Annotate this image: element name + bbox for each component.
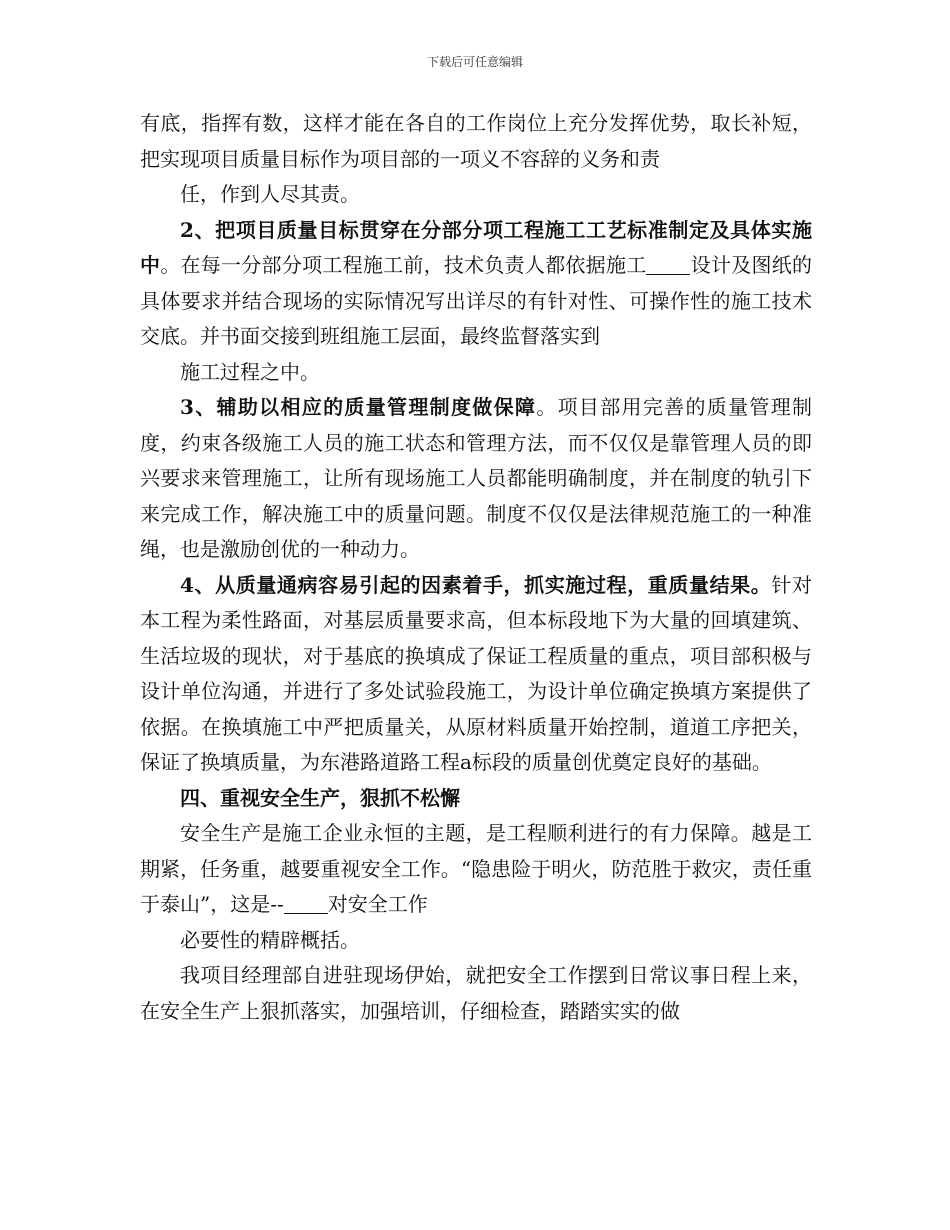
section-heading-4 (140, 781, 812, 817)
blank-underline (284, 893, 328, 914)
paragraph-4-heading: 4、从质量通病容易引起的因素着手，抓实施过程，重质量结果。 (180, 572, 772, 597)
paragraph-1-continuation: 任，作到人尽其责。 (180, 182, 360, 206)
paragraph-6: 我项目经理部自进驻现场伊始，就把安全工作摆到日常议事日程上来，在安全生产上狠抓落实，加强培训，仔细检查，踏踏实实的做 (140, 963, 812, 1023)
paragraph-3 (140, 390, 812, 568)
paragraph-5 (140, 816, 812, 923)
paragraph-4 (140, 568, 812, 781)
paragraph-3-text: 。项目部用完善的质量管理制度，约束各级施工人员的施工状态和管理方法，而不仅仅是靠管理人员的即兴要求来管理施工，让所有现场施工人员都能明确制度，并在制度的轨引下来完成工作，解决施工中的质量问题。制度不仅仅是法律规范施工的一种准绳，也是激励创优的一种动力。 (140, 395, 813, 561)
paragraph-4-text: 针对本工程为柔性路面，对基层质量要求高，但本标段地下为大量的回填建筑、生活垃圾的现状，对于基底的换填成了保证工程质量的重点，项目部积极与设计单位沟通，并进行了多处试验段施工，为设计单位确定换填方案提供了依据。在换填施工中严把质量关，从原材料质量开始控制，道道工序把关，保证了换填质量，为东港路道路工程a标段的质量创优奠定良好的基础。 (140, 572, 813, 774)
paragraph-5-continuation: 必要性的精辟概括。 (180, 927, 360, 952)
paragraph-2-continuation: 施工过程之中。 (180, 359, 320, 384)
paragraph-2 (140, 213, 812, 355)
document-body (140, 106, 812, 1029)
paragraph-2-text-b: 设计及图纸的具体要求并结合现场的实际情况写出详尽的有针对性、可操作性的施工技术交底。并书面交接到班组施工层面，最终监督落实到 (140, 253, 813, 348)
paragraph-3-heading: 3、辅助以相应的质量管理制度做保障 (180, 395, 537, 419)
page-header: 下载后可任意编辑 (426, 55, 523, 69)
paragraph-5-text-a: 安全生产是施工企业永恒的主题，是工程顺利进行的有力保障。越是工期紧，任务重，越要重视安全工作。“隐患险于明火，防范胜于救灾，责任重于泰山”，这是-- (140, 821, 812, 916)
blank-underline (646, 254, 690, 275)
paragraph-2-heading: 2、把项目质量目标贯穿在分部分项工程施工工艺标准制定及具体实施中 (140, 217, 812, 277)
paragraph-2-text-a: 。在每一分部分项工程施工前，技术负责人都依据施工 (160, 253, 647, 277)
paragraph-1: 有底，指挥有数，这样才能在各自的工作岗位上充分发挥优势，取长补短，把实现项目质量目标作为项目部的一项义不容辞的义务和责 (140, 111, 812, 171)
paragraph-5-text-b: 对安全工作 (327, 892, 428, 916)
section-heading-4-text: 四、重视安全生产，狠抓不松懈 (180, 785, 460, 810)
